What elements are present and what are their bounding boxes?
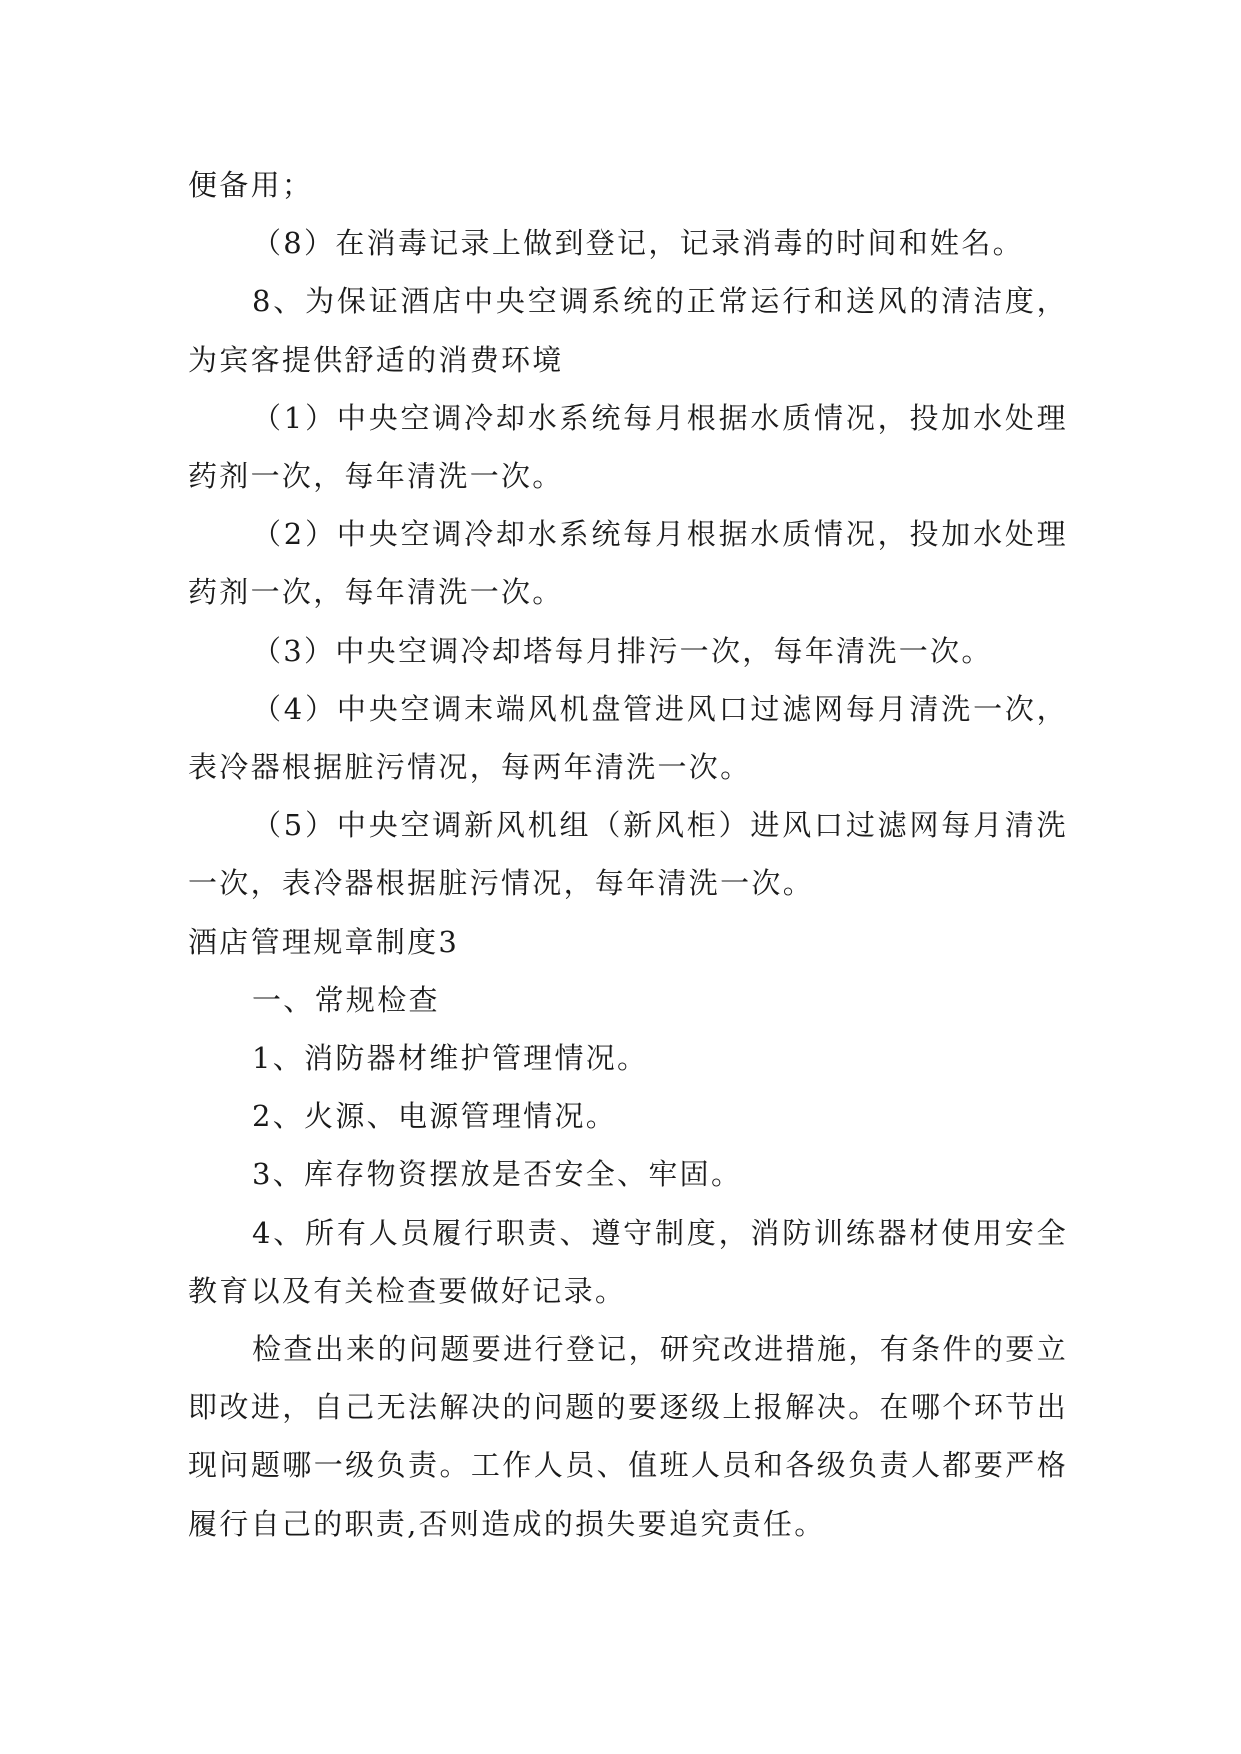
paragraph-11: 1、消防器材维护管理情况。 <box>252 1041 649 1076</box>
paragraph-15: 检查出来的问题要进行登记，研究改进措施，有条件的要立即改进，自己无法解决的问题的要逐级上报解决。在哪个环节出现问题哪一级负责。工作人员、值班人员和各级负责人都要严格履行自己的职责,否则造成的损失要追究责任。 <box>188 1332 1068 1541</box>
paragraph-6: （3）中央空调冷却塔每月排污一次，每年清洗一次。 <box>252 633 993 668</box>
paragraph-12: 2、火源、电源管理情况。 <box>252 1099 618 1134</box>
paragraph-10: 一、常规检查 <box>252 982 440 1017</box>
paragraph-3: 8、为保证酒店中央空调系统的正常运行和送风的清洁度，为宾客提供舒适的消费环境 <box>188 284 1068 377</box>
paragraph-1: 便备用； <box>188 168 314 202</box>
paragraph-8: （5）中央空调新风机组（新风柜）进风口过滤网每月清洗一次，表冷器根据脏污情况，每年清洗一次。 <box>188 808 1068 901</box>
paragraph-14: 4、所有人员履行职责、遵守制度，消防训练器材使用安全教育以及有关检查要做好记录。 <box>188 1215 1068 1308</box>
paragraph-2: （8）在消毒记录上做到登记，记录消毒的时间和姓名。 <box>252 226 1024 261</box>
paragraph-7: （4）中央空调末端风机盘管进风口过滤网每月清洗一次，表冷器根据脏污情况，每两年清洗一次。 <box>188 691 1068 785</box>
paragraph-5: （2）中央空调冷却水系统每月根据水质情况，投加水处理药剂一次，每年清洗一次。 <box>188 517 1068 610</box>
paragraph-13: 3、库存物资摆放是否安全、牢固。 <box>252 1157 743 1192</box>
document-body <box>188 156 1068 1553</box>
paragraph-4: （1）中央空调冷却水系统每月根据水质情况，投加水处理药剂一次，每年清洗一次。 <box>188 400 1068 494</box>
section-heading: 酒店管理规章制度3 <box>188 924 460 959</box>
